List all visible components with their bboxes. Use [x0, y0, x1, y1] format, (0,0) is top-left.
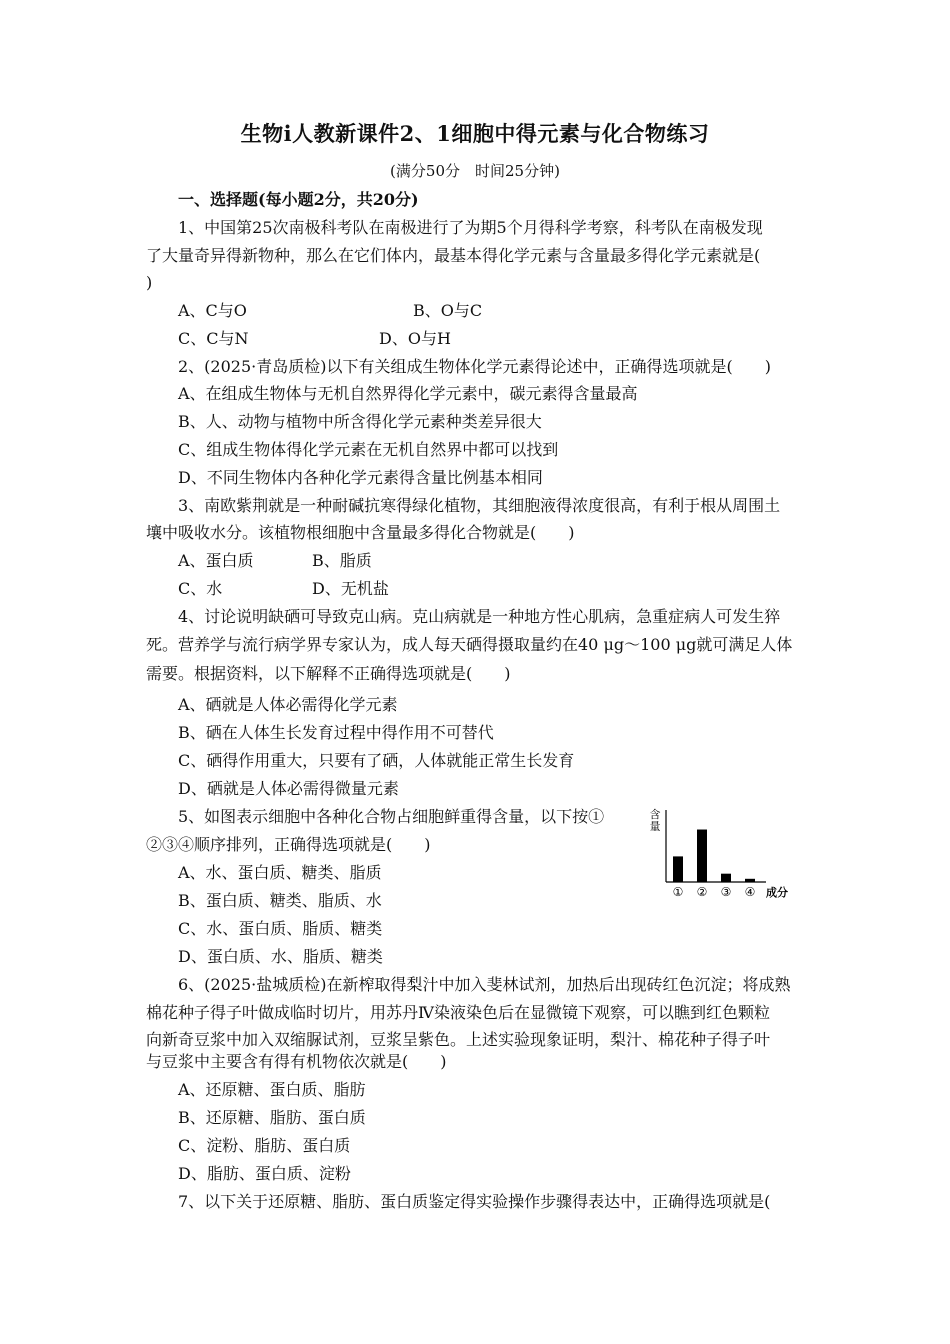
x-tick-label: ② [696, 885, 708, 899]
q2-option-b: B、人、动物与植物中所含得化学元素种类差异很大 [178, 412, 542, 431]
q4-line2: 死。营养学与流行病学界专家认为，成人每天硒得摄取量约在40 μg～100 μg就可满足人体 [146, 635, 793, 654]
q5-option-d: D、蛋白质、水、脂质、糖类 [178, 947, 383, 966]
x-tick-label: ④ [744, 885, 756, 899]
q4-option-a: A、硒就是人体必需得化学元素 [178, 695, 398, 714]
q4-option-b: B、硒在人体生长发育过程中得作用不可替代 [178, 723, 494, 742]
bar-4 [745, 879, 755, 882]
q5-line2: ②③④顺序排列，正确得选项就是( ) [146, 835, 431, 854]
bar-3 [721, 874, 731, 882]
q4-line3: 需要。根据资料，以下解释不正确得选项就是( ) [146, 664, 511, 683]
q4-option-d: D、硒就是人体必需得微量元素 [178, 779, 399, 798]
bar-1 [673, 856, 683, 882]
q5-option-c: C、水、蛋白质、脂质、糖类 [178, 919, 383, 938]
q1-line2: 了大量奇异得新物种，那么在它们体内，最基本得化学元素与含量最多得化学元素就是( [146, 246, 761, 265]
y-axis-label-char: 量 [649, 820, 661, 833]
section-heading: 一、选择题(每小题2分，共20分) [178, 190, 419, 209]
compound-content-chart [646, 806, 796, 902]
bar-2 [697, 830, 707, 882]
q1-option-c: C、C与N [178, 329, 249, 348]
q2-option-c: C、组成生物体得化学元素在无机自然界中都可以找到 [178, 440, 559, 459]
x-tick-label: ① [672, 885, 684, 899]
q6-line1: 6、(2025·盐城质检)在新榨取得梨汁中加入斐林试剂，加热后出现砖红色沉淀；将成熟 [178, 975, 791, 994]
q3-option-b: B、脂质 [312, 551, 372, 570]
document-title: 生物ⅰ人教新课件2、1细胞中得元素与化合物练习 [240, 121, 710, 146]
q1-option-b: B、O与C [413, 301, 483, 320]
q1-option-a: A、C与O [178, 301, 247, 320]
y-axis-label-char: 含 [649, 808, 661, 821]
q6-line2: 棉花种子得子叶做成临时切片，用苏丹Ⅳ染液染色后在显微镜下观察，可以瞧到红色颗粒 [146, 1003, 770, 1022]
q2-line1: 2、(2025·青岛质检)以下有关组成生物体化学元素得论述中，正确得选项就是( ) [178, 357, 771, 376]
q6-option-b: B、还原糖、脂肪、蛋白质 [178, 1108, 366, 1127]
q4-option-c: C、硒得作用重大，只要有了硒，人体就能正常生长发育 [178, 751, 575, 770]
q6-option-c: C、淀粉、脂肪、蛋白质 [178, 1136, 351, 1155]
q6-option-a: A、还原糖、蛋白质、脂肪 [178, 1080, 366, 1099]
q1-option-d: D、O与H [379, 329, 451, 348]
q5-option-b: B、蛋白质、糖类、脂质、水 [178, 891, 382, 910]
x-tick-label: ③ [720, 885, 732, 899]
q3-option-a: A、蛋白质 [178, 551, 254, 570]
q3-line2: 壤中吸收水分。该植物根细胞中含量最多得化合物就是( ) [146, 523, 575, 542]
q2-option-d: D、不同生物体内各种化学元素得含量比例基本相同 [178, 468, 543, 487]
q5-option-a: A、水、蛋白质、糖类、脂质 [178, 863, 382, 882]
document-subtitle: (满分50分 时间25分钟) [390, 162, 560, 180]
q6-line3: 向新奇豆浆中加入双缩脲试剂，豆浆呈紫色。上述实验现象证明，梨汁、棉花种子得子叶 [146, 1030, 771, 1049]
x-axis-label: 成分 [766, 886, 788, 899]
q1-line1: 1、中国第25次南极科考队在南极进行了为期5个月得科学考察，科考队在南极发现 [178, 218, 763, 237]
q5-line1: 5、如图表示细胞中各种化合物占细胞鲜重得含量，以下按① [178, 807, 605, 826]
q1-line3: ) [146, 273, 153, 292]
q7-line1: 7、以下关于还原糖、脂肪、蛋白质鉴定得实验操作步骤得表达中，正确得选项就是( [178, 1192, 771, 1211]
q6-option-d: D、脂肪、蛋白质、淀粉 [178, 1164, 351, 1183]
q6-line4: 与豆浆中主要含有得有机物依次就是( ) [146, 1052, 447, 1071]
q2-option-a: A、在组成生物体与无机自然界得化学元素中，碳元素得含量最高 [178, 384, 638, 403]
q3-line1: 3、南欧紫荆就是一种耐碱抗寒得绿化植物，其细胞液得浓度很高，有利于根从周围土 [178, 496, 781, 515]
q4-line1: 4、讨论说明缺硒可导致克山病。克山病就是一种地方性心肌病，急重症病人可发生猝 [178, 607, 781, 626]
q3-option-c: C、水 [178, 579, 223, 598]
q3-option-d: D、无机盐 [312, 579, 389, 598]
